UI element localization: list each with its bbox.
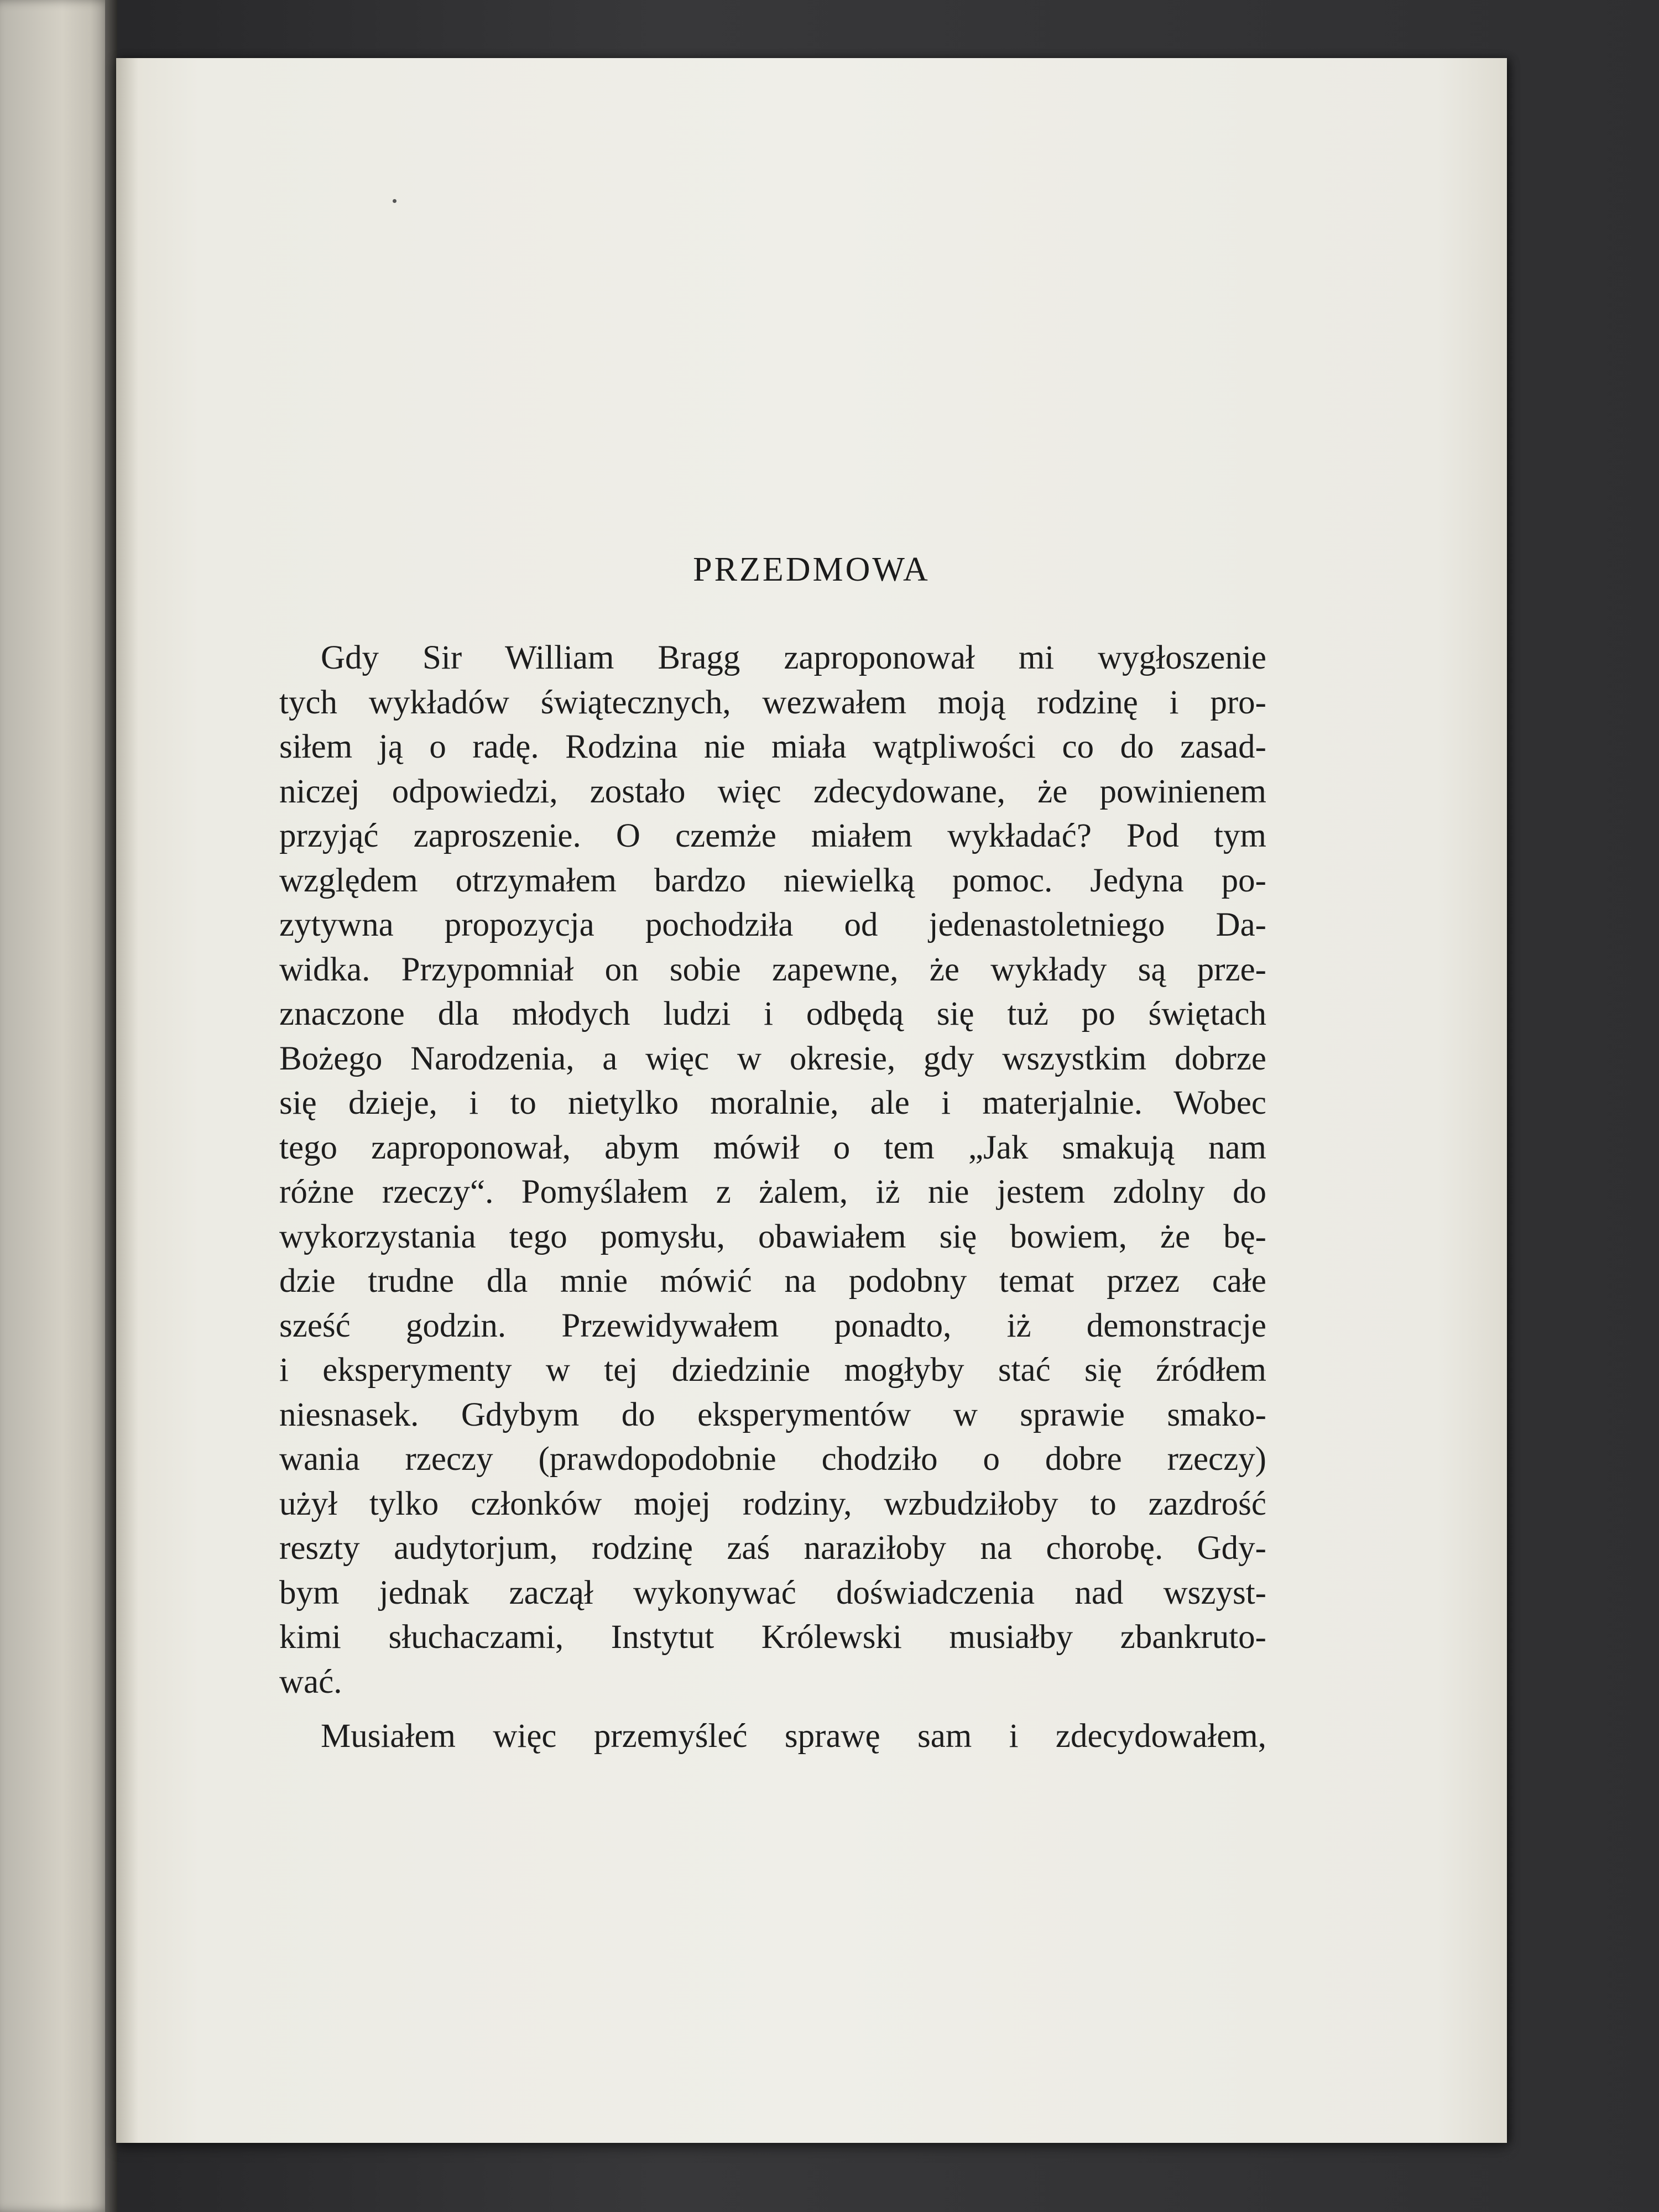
text-line: niczej odpowiedzi, zostało więc zdecydowane, że powinienem — [279, 773, 1266, 810]
book-page — [116, 58, 1507, 2143]
text-line: przyjąć zaproszenie. O czemże miałem wykładać? Pod tym — [279, 817, 1266, 854]
page-fold-shadow — [116, 58, 138, 2143]
page-heading: PRZEDMOWA — [693, 551, 930, 588]
text-line: i eksperymenty w tej dziedzinie mogłyby stać się źródłem — [279, 1352, 1266, 1389]
text-line: sześć godzin. Przewidywałem ponadto, iż demonstracje — [279, 1307, 1266, 1344]
text-line: Bożego Narodzenia, a więc w okresie, gdy wszystkim dobrze — [279, 1040, 1266, 1077]
text-line: zytywna propozycja pochodziła od jedenastoletniego Da- — [279, 906, 1266, 943]
text-line: wania rzeczy (prawdopodobnie chodziło o dobre rzeczy) — [279, 1441, 1266, 1478]
text-line: względem otrzymałem bardzo niewielką pomoc. Jedyna po- — [279, 862, 1266, 899]
text-line: użył tylko członków mojej rodziny, wzbudziłoby to zazdrość — [279, 1485, 1266, 1522]
text-line: dzie trudne dla mnie mówić na podobny temat przez całe — [279, 1262, 1266, 1300]
text-line: wykorzystania tego pomysłu, obawiałem się bowiem, że bę- — [279, 1218, 1266, 1255]
text-line: Gdy Sir William Bragg zaproponował mi wygłoszenie — [321, 639, 1266, 676]
text-line: tych wykładów świątecznych, wezwałem moją rodzinę i pro- — [279, 684, 1266, 721]
text-line: się dzieje, i to nietylko moralnie, ale i materjalnie. Wobec — [279, 1084, 1266, 1121]
text-line: bym jednak zaczął wykonywać doświadczenia nad wszyst- — [279, 1574, 1266, 1611]
text-line: wać. — [279, 1663, 342, 1700]
text-line: różne rzeczy“. Pomyślałem z żalem, iż nie jestem zdolny do — [279, 1173, 1266, 1211]
text-line: reszty audytorjum, rodzinę zaś naraziłoby na chorobę. Gdy- — [279, 1530, 1266, 1567]
book-cover-edge — [0, 0, 113, 2212]
text-line: tego zaproponował, abym mówił o tem „Jak smakują nam — [279, 1129, 1266, 1166]
text-line: znaczone dla młodych ludzi i odbędą się tuż po świętach — [279, 995, 1266, 1032]
text-line: Musiałem więc przemyśleć sprawę sam i zdecydowałem, — [321, 1718, 1266, 1755]
book-spine-shadow — [105, 0, 117, 2212]
body-text — [279, 636, 1266, 1759]
text-line: siłem ją o radę. Rodzina nie miała wątpliwości co do zasad- — [279, 728, 1266, 765]
text-line: niesnasek. Gdybym do eksperymentów w sprawie smako- — [279, 1396, 1266, 1433]
text-line: widka. Przypomniał on sobie zapewne, że wykłady są prze- — [279, 951, 1266, 988]
text-line: kimi słuchaczami, Instytut Królewski musiałby zbankruto- — [279, 1619, 1266, 1656]
paper-speck — [393, 199, 397, 203]
